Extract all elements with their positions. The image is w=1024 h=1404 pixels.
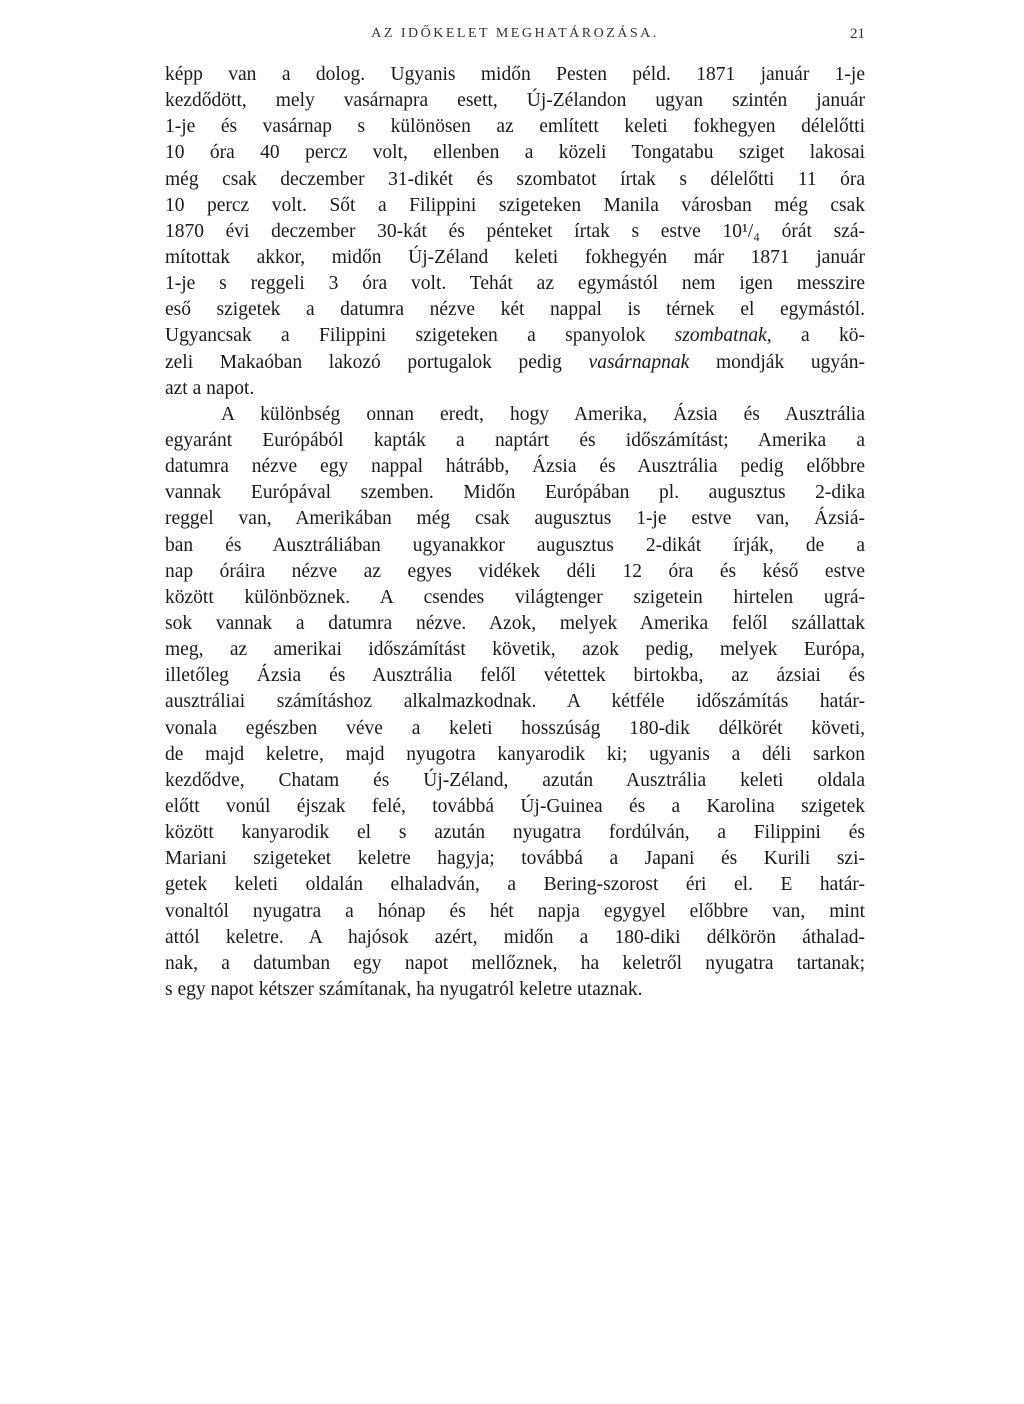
- text-line: illetőleg Ázsia és Ausztrália felől vétettek birtokba, az ázsiai és: [165, 665, 865, 687]
- italic-word: vasárnapnak: [588, 351, 690, 373]
- text-line: 1-je s reggeli 3 óra volt. Tehát az egymástól nem igen messzire: [165, 273, 865, 295]
- text-line: ausztráliai számításhoz alkalmazkodnak. A kétféle időszámítás határ-: [165, 691, 865, 713]
- text-line: vonala egészben véve a keleti hosszúság 180-dik délkörét követi,: [165, 717, 865, 739]
- text-line: 10 óra 40 percz volt, ellenben a közeli Tongatabu sziget lakosai: [165, 142, 865, 164]
- text-line: nak, a datumban egy napot mellőznek, ha keletről nyugatra tartanak;: [165, 952, 865, 974]
- text-line: vannak Európával szemben. Midőn Európában pl. augusztus 2-dika: [165, 482, 865, 504]
- text-line: 1870 évi deczember 30-kát és pénteket írtak s estve 10¹/₄ órát szá-: [165, 220, 865, 242]
- text-line: mítottak akkor, midőn Új-Zéland keleti fokhegyén már 1871 január: [165, 246, 865, 268]
- italic-word: szombatnak,: [674, 325, 772, 347]
- body-text: [165, 62, 865, 1003]
- paragraph-first-line: A különbség onnan eredt, hogy Amerika, Ázsia és Ausztrália: [221, 403, 865, 425]
- text-line: meg, az amerikai időszámítást követik, azok pedig, melyek Európa,: [165, 639, 865, 661]
- text-run: zeli Makaóban lakozó portugalok pedig: [165, 351, 589, 373]
- text-line: kezdődött, mely vasárnapra esett, Új-Zélandon ugyan szintén január: [165, 90, 865, 112]
- text-line: reggel van, Amerikában még csak augusztus 1-je estve van, Ázsiá-: [165, 508, 865, 530]
- text-line: 1-je és vasárnap s különösen az említett keleti fokhegyen délelőtti: [165, 116, 865, 138]
- text-line: 10 percz volt. Sőt a Filippini szigeteken Manila városban még csak: [165, 194, 865, 216]
- page-number: 21: [850, 26, 865, 42]
- text-line: [165, 350, 865, 376]
- text-line: képp van a dolog. Ugyanis midőn Pesten péld. 1871 január 1-je: [165, 64, 865, 85]
- text-line: Mariani szigeteket keletre hagyja; továbbá a Japani és Kurili szi-: [165, 848, 865, 870]
- text-line: [165, 323, 865, 349]
- text-run: a kö-: [771, 325, 865, 347]
- text-line: egyaránt Európából kapták a naptárt és időszámítást; Amerika a: [165, 429, 865, 451]
- running-head: [165, 22, 865, 46]
- text-line: datumra nézve egy nappal hátrább, Ázsia és Ausztrália pedig előbbre: [165, 456, 865, 478]
- text-line: között különböznek. A csendes világtenger szigetein hirtelen ugrá-: [165, 586, 865, 608]
- text-run: Ugyancsak a Filippini szigeteken a spanyolok: [165, 325, 675, 347]
- text-line: nap óráira nézve az egyes vidékek déli 12 óra és késő estve: [165, 560, 865, 582]
- text-line: attól keletre. A hajósok azért, midőn a 180-diki délkörön áthalad-: [165, 926, 865, 948]
- text-line: között kanyarodik el s azután nyugatra fordúlván, a Filippini és: [165, 822, 865, 844]
- running-title: AZ IDŐKELET MEGHATÁROZÁSA.: [371, 26, 659, 41]
- text-line: de majd keletre, majd nyugotra kanyarodik ki; ugyanis a déli sarkon: [165, 743, 865, 765]
- text-line: vonaltól nyugatra a hónap és hét napja egygyel előbbre van, mint: [165, 900, 865, 922]
- text-line: eső szigetek a datumra nézve két nappal is térnek el egymástól.: [165, 299, 865, 321]
- text-run: mondják ugyán-: [689, 351, 865, 373]
- text-line: ban és Ausztráliában ugyanakkor augusztus 2-dikát írják, de a: [165, 534, 865, 556]
- paragraph-end-line: s egy napot kétszer számítanak, ha nyugatról keletre utaznak.: [165, 978, 643, 1000]
- text-line: sok vannak a datumra nézve. Azok, melyek Amerika felől szállattak: [165, 612, 865, 634]
- paragraph-end-line: azt a napot.: [165, 377, 255, 399]
- text-line: előtt vonúl éjszak felé, továbbá Új-Guinea és a Karolina szigetek: [165, 795, 865, 817]
- text-line: még csak deczember 31-dikét és szombatot írtak s délelőtti 11 óra: [165, 168, 865, 190]
- text-line: kezdődve, Chatam és Új-Zéland, azután Ausztrália keleti oldala: [165, 769, 865, 791]
- text-line: getek keleti oldalán elhaladván, a Bering-szorost éri el. E határ-: [165, 874, 865, 896]
